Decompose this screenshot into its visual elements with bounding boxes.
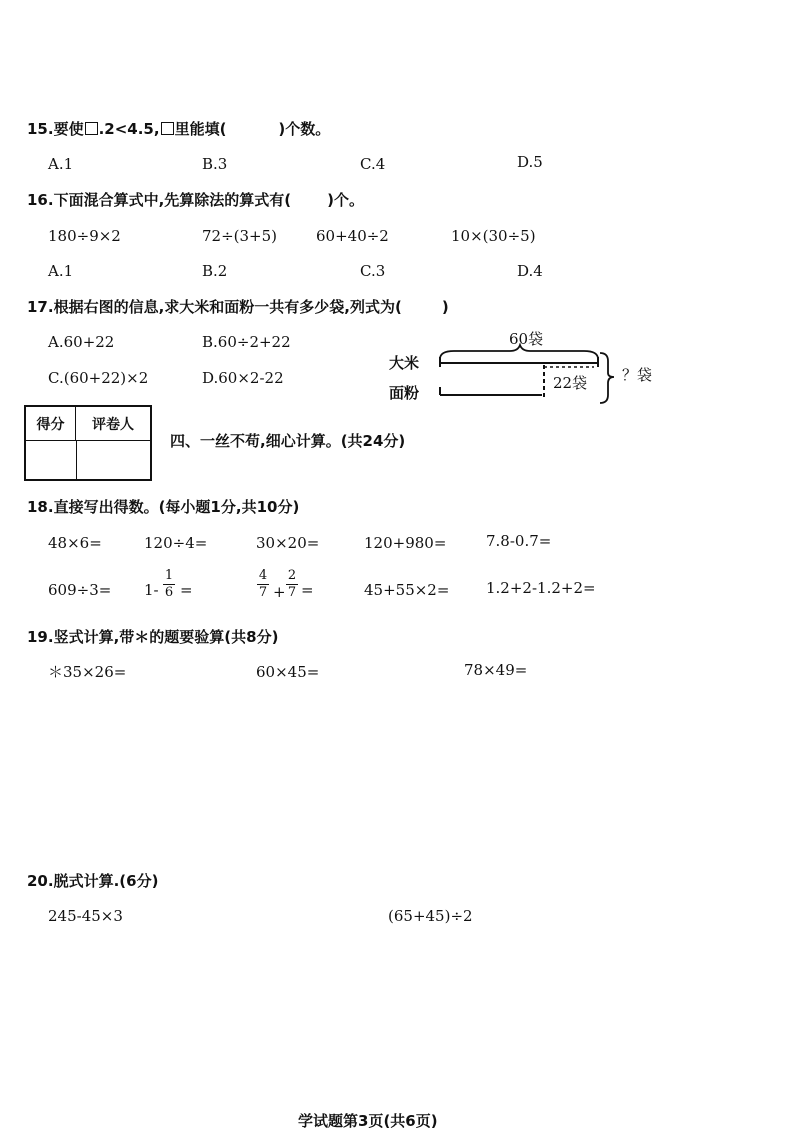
q16-option-b[interactable]: B.2: [202, 262, 228, 280]
q19-work-area[interactable]: [40, 690, 760, 860]
q16-expr-2: 72÷(3+5): [202, 227, 278, 245]
q18-frac-tail: =: [180, 581, 193, 599]
frac-op: +: [273, 583, 286, 601]
q17-text: 17.根据右图的信息,求大米和面粉一共有多少袋,列式为(: [27, 298, 402, 316]
blank-square-icon: [85, 122, 98, 135]
question-15: [27, 122, 330, 137]
q19-item: ＊35×26=: [48, 663, 127, 681]
diff-label: 22袋: [553, 374, 588, 392]
flour-label: 面粉: [389, 384, 420, 402]
q18-item: 120+980=: [364, 534, 447, 552]
frac-den: 7: [258, 584, 268, 600]
q18-item: 609÷3=: [48, 581, 112, 599]
frac-den: 6: [164, 584, 174, 600]
total-label: ？袋: [622, 366, 653, 384]
q16-option-a[interactable]: A.1: [48, 262, 74, 280]
question-16: [27, 193, 364, 208]
q17-option-b[interactable]: B.60÷2+22: [202, 333, 291, 351]
q17-end: ): [441, 298, 449, 316]
q19-item: 78×49=: [464, 661, 528, 679]
score-header: 得分: [26, 407, 76, 441]
top-label: 60袋: [509, 330, 544, 348]
score-cell[interactable]: [26, 442, 76, 478]
q15-option-d[interactable]: D.5: [517, 153, 543, 171]
q20-item: (65+45)÷2: [388, 907, 473, 925]
blank-square-icon: [161, 122, 174, 135]
q18-item: 30×20=: [256, 534, 320, 552]
q15-option-b[interactable]: B.3: [202, 155, 228, 173]
q15-mid: .2<4.5,: [98, 120, 160, 138]
frac-den: 7: [287, 584, 297, 600]
q17-option-a[interactable]: A.60+22: [48, 333, 115, 351]
q18-item: 48×6=: [48, 534, 102, 552]
q15-prefix: 15.要使: [27, 120, 84, 138]
question-20: 20.脱式计算.(6分): [27, 872, 159, 890]
q15-option-a[interactable]: A.1: [48, 155, 74, 173]
grader-header: 评卷人: [76, 407, 150, 441]
q18-item: 45+55×2=: [364, 581, 450, 599]
q16-text: 16.下面混合算式中,先算除法的算式有(: [27, 191, 292, 209]
fraction-4-7: [257, 569, 269, 599]
q16-expr-3: 60+40÷2: [316, 227, 389, 245]
frac-num: 1: [164, 568, 174, 583]
q15-option-c[interactable]: C.4: [360, 155, 386, 173]
q18-item: 1.2+2-1.2+2=: [486, 579, 596, 597]
question-19: 19.竖式计算,带＊的题要验算(共8分): [27, 628, 279, 646]
q16-expr-4: 10×(30÷5): [451, 227, 536, 245]
q19-item: 60×45=: [256, 663, 320, 681]
q17-option-c[interactable]: C.(60+22)×2: [48, 369, 149, 387]
q18-frac-lead: 1-: [144, 581, 159, 599]
q18-frac-tail: =: [301, 581, 314, 599]
frac-num: 2: [287, 568, 297, 583]
q16-expr-1: 180÷9×2: [48, 227, 121, 245]
q15-suffix: 里能填(: [174, 120, 227, 138]
q17-option-d[interactable]: D.60×2-22: [202, 369, 284, 387]
section-4-title: 四、一丝不苟,细心计算。(共24分): [170, 432, 406, 450]
q18-item: 7.8-0.7=: [486, 532, 552, 550]
q15-end: )个数。: [278, 120, 331, 138]
fraction-2-7: [286, 569, 298, 599]
q20-item: 245-45×3: [48, 907, 123, 925]
page-footer: 学试题第3页(共6页): [298, 1112, 438, 1130]
q20-work-area[interactable]: [40, 935, 760, 1095]
q16-option-d[interactable]: D.4: [517, 262, 543, 280]
question-17: [27, 300, 449, 315]
grader-cell[interactable]: [77, 442, 149, 478]
frac-num: 4: [258, 568, 268, 583]
q18-item: 120÷4=: [144, 534, 208, 552]
q16-option-c[interactable]: C.3: [360, 262, 386, 280]
q16-end: )个。: [327, 191, 364, 209]
question-18: 18.直接写出得数。(每小题1分,共10分): [27, 498, 300, 516]
fraction-1-6: [163, 569, 175, 599]
rice-label: 大米: [389, 354, 420, 372]
